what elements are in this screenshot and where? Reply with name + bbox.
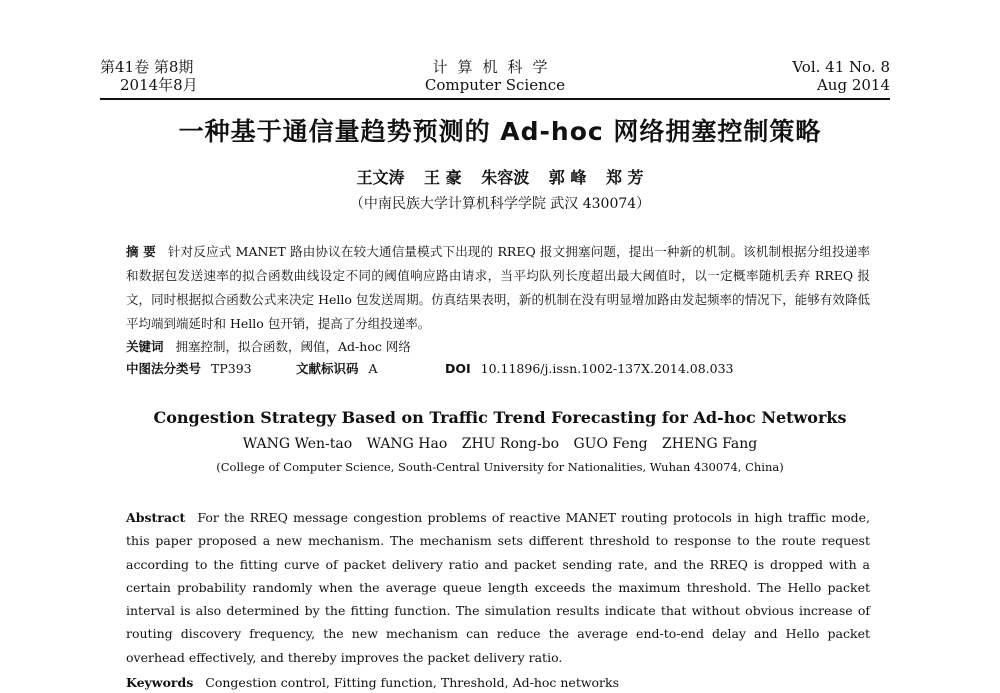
- author-cn: 朱容波: [481, 168, 530, 187]
- affiliation-en: (College of Computer Science, South-Central University for Nationalities, Wuhan 430074, China): [216, 460, 784, 474]
- author-cn: 王 豪: [424, 168, 462, 187]
- abstract-cn-label: 摘 要: [126, 244, 156, 259]
- doc-code-value: A: [368, 361, 378, 376]
- keywords-en-label: Keywords: [126, 675, 194, 690]
- journal-name: [100, 58, 890, 94]
- keywords-cn: [126, 337, 870, 357]
- journal-header: [100, 58, 890, 100]
- doi-label: DOI: [444, 361, 471, 376]
- author-en: WANG Wen-tao: [242, 436, 353, 452]
- keywords-en-text: Congestion control, Fitting function, Threshold, Ad-hoc networks: [205, 675, 620, 690]
- doi-value[interactable]: 10.11896/j.issn.1002-137X.2014.08.033: [480, 361, 734, 376]
- author-cn: 郭 峰: [548, 168, 587, 187]
- paper-title-en: Congestion Strategy Based on Traffic Trend Forecasting for Ad-hoc Networks: [153, 408, 847, 427]
- affiliation-cn: （中南民族大学计算机科学学院 武汉 430074）: [349, 196, 651, 212]
- author-en: WANG Hao: [366, 436, 448, 452]
- abstract-cn-text: 针对反应式 MANET 路由协议在较大通信量模式下出现的 RREQ 报文拥塞问题，提出一种新的机制。该机制根据分组投递率和数据包发送速率的拟合函数曲线设定不同的阈值响应路由请求，当平均队列长度超出最大阈值时，以一定概率随机丢弃 RREQ 报文，同时根据拟合函数公式来决定 Hello 包发送周期。仿真结果表明，新的机制在没有明显增加路由发起频率的情况下，能够有效降低平均端到端延时和 Hello 包开销，提高了分组投递率。: [126, 244, 870, 331]
- abstract-cn: [126, 240, 870, 336]
- journal-name-cn: 计算机科学: [432, 58, 558, 76]
- keywords-en: [126, 673, 870, 693]
- paper-title-cn: 一种基于通信量趋势预测的 Ad-hoc 网络拥塞控制策略: [178, 117, 822, 146]
- author-en: GUO Feng: [573, 436, 648, 452]
- keywords-cn-label: 关键词: [126, 339, 164, 354]
- volume-issue-en: Vol. 41 No. 8: [792, 58, 890, 76]
- classification-line: [126, 359, 870, 379]
- abstract-en-label: Abstract: [126, 510, 186, 525]
- issue-info-en: [792, 58, 890, 94]
- abstract-en: [126, 506, 870, 669]
- abstract-en-text: For the RREQ message congestion problems of reactive MANET routing protocols in high traffic mode, this paper proposed a new mechanism. The mechanism sets different threshold to response to the route request according to the fitting curve of packet delivery ratio and packet sending rate, and the RREQ is dropped with a certain probability randomly when the average queue length exceeds the maximum threshold. The Hello packet interval is also determined by the fitting function. The simulation results indicate that without obvious increase of routing discovery frequency, the new mechanism can reduce the average end-to-end delay and Hello packet overhead effectively, and thereby improves the packet delivery ratio.: [126, 510, 870, 665]
- issue-date-en: Aug 2014: [816, 76, 890, 94]
- clc-value: TP393: [211, 361, 252, 376]
- keywords-cn-text: 拥塞控制，拟合函数，阈值，Ad-hoc 网络: [175, 339, 411, 354]
- author-cn: 王文涛: [356, 168, 405, 187]
- author-list-cn: [0, 165, 1000, 188]
- clc-label: 中图法分类号: [126, 361, 202, 376]
- author-cn: 郑 芳: [605, 168, 644, 187]
- issue-date: 2014年8月: [120, 76, 198, 94]
- volume-issue: 第41卷 第8期: [100, 58, 194, 76]
- author-en: ZHU Rong-bo: [461, 436, 560, 452]
- journal-name-en: Computer Science: [424, 76, 566, 94]
- author-list-en: [0, 436, 1000, 452]
- author-en: ZHENG Fang: [662, 436, 758, 452]
- doc-code-label: 文献标识码: [296, 361, 359, 376]
